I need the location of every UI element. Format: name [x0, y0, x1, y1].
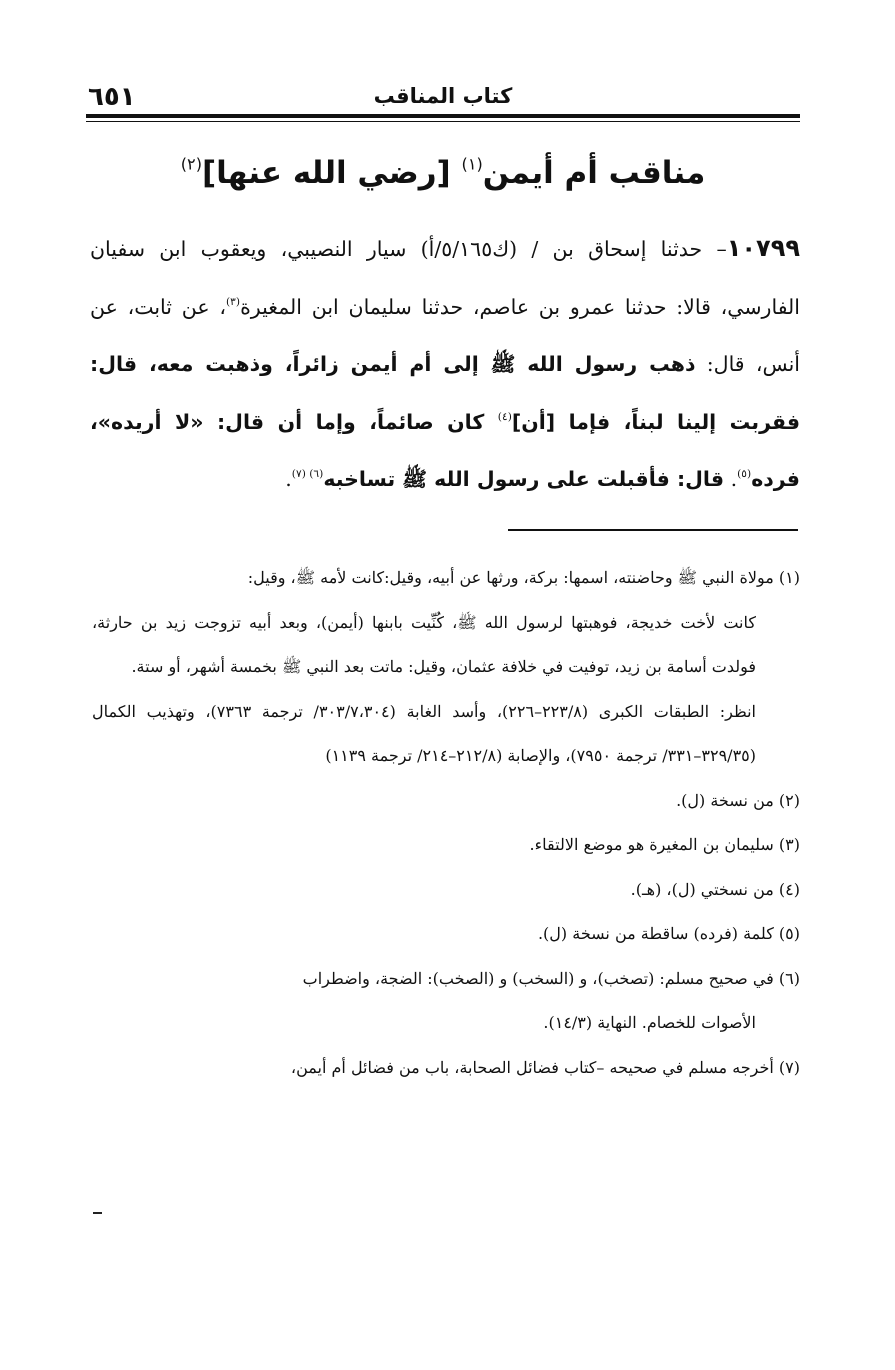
heading-title: مناقب أم أيمن: [482, 155, 706, 191]
footnote-ref-3: (٣): [225, 294, 241, 308]
footnote-1: [92, 556, 800, 601]
footnote-number: (٢): [778, 790, 800, 810]
footnote-number: (٦): [778, 968, 800, 988]
heading-footnote-ref-2: (٢): [180, 154, 202, 174]
footnote-ref-6: (٦): [309, 466, 324, 480]
footnote-text: سليمان بن المغيرة هو موضع الالتقاء.: [529, 835, 779, 854]
footnote-7: [92, 1046, 800, 1091]
page-number: ٦٥١: [88, 82, 136, 112]
footnote-text: كلمة (فرده) ساقطة من نسخة (ل).: [537, 924, 779, 943]
footnote-text: مولاة النبي ﷺ وحاضنته، اسمها: بركة، ورثها عن أبيه، وقيل:كانت لأمه ﷺ، وقيل:: [247, 568, 779, 587]
footnote-1-references: انظر: الطبقات الكبرى (٢٢٣/٨–٢٢٦)، وأسد الغابة (٣٠٣/٧،٣٠٤/ ترجمة ٧٣٦٣)، وتهذيب الكمال (٣٢٩/٣٥–٣٣١/ ترجمة ٧٩٥٠)، والإصابة (٢١٢/٨–٢١٤/ ترجمة ١١٣٩): [92, 701, 757, 765]
heading-footnote-ref-1: (١): [461, 154, 483, 174]
footnote-text: في صحيح مسلم: (تصخب)، و (السخب) و (الصخب): الضجة، واضطراب: [302, 968, 779, 988]
footnote-number: (١): [778, 568, 800, 587]
footnote-number: (٤): [778, 879, 800, 899]
continuation-dash: [93, 1212, 102, 1214]
footnote-ref-5: (٥): [737, 466, 752, 480]
running-title: كتاب المناقب: [373, 84, 513, 108]
header-rule-thick: [86, 114, 800, 118]
footnotes: [92, 556, 800, 1090]
footnote-6-continuation: الأصوات للخصام. النهاية (١٤/٣).: [543, 1013, 756, 1032]
hadith-isnad-end: ، عن ثابت، عن أنس، قال:: [90, 294, 800, 376]
footnote-text: من نسخة (ل).: [676, 790, 779, 810]
hadith-text: [90, 220, 800, 509]
header-rule-thin: [86, 121, 800, 122]
footnote-number: (٣): [778, 835, 800, 854]
footnote-3: [92, 823, 800, 868]
chapter-heading: [86, 148, 800, 198]
footnote-5: [92, 912, 800, 957]
footnote-number: (٥): [778, 924, 800, 943]
hadith-separator: .: [724, 467, 738, 491]
heading-bracketed: [رضي الله عنها]: [201, 155, 451, 191]
footnote-text: من نسختي (ل)، (هـ).: [630, 879, 779, 899]
hadith-matn-1: ذهب رسول الله ﷺ إلى أم أيمن زائراً، وذهبت معه، قال: فقربت إلينا لبناً، فإما [أن]: [90, 352, 800, 434]
footnote-number: (٧): [778, 1057, 800, 1077]
footnote-4: [92, 868, 800, 913]
footnote-ref-7: (٧): [291, 466, 310, 480]
hadith-end: .: [285, 467, 292, 491]
footnote-separator: [508, 529, 798, 531]
footnote-ref-4: (٤): [497, 409, 512, 423]
footnote-1-continuation: كانت لأخت خديجة، فوهبتها لرسول الله ﷺ، كُنِّيت بابنها (أيمن)، وبعد أبيه تزوجت زيد بن حارثة، فولدت أسامة بن زيد، توفيت في خلافة عثمان، وقيل: ماتت بعد النبي ﷺ بخمسة أشهر، أو ستة.: [92, 612, 757, 676]
hadith-matn-2: كان صائماً، وإما أن قال: «لا أريده»، فرده: [90, 409, 800, 491]
footnote-text: أخرجه مسلم في صحيحه –كتاب فضائل الصحابة، باب من فضائل أم أيمن،: [290, 1057, 779, 1077]
footnote-2: [92, 779, 800, 824]
hadith-matn-3: قال: فأقبلت على رسول الله ﷺ تساخبه: [323, 467, 725, 491]
page-header: [86, 80, 800, 116]
footnote-6: [92, 957, 800, 1002]
hadith-number: ١٠٧٩٩: [726, 234, 800, 262]
hadith-isnad: – حدثنا إسحاق بن / (ك٥/١٦٥/أ) سيار النصيبي، ويعقوب ابن سفيان الفارسي، قالا: حدثنا عمرو بن عاصم، حدثنا سليمان ابن المغيرة: [90, 237, 801, 319]
